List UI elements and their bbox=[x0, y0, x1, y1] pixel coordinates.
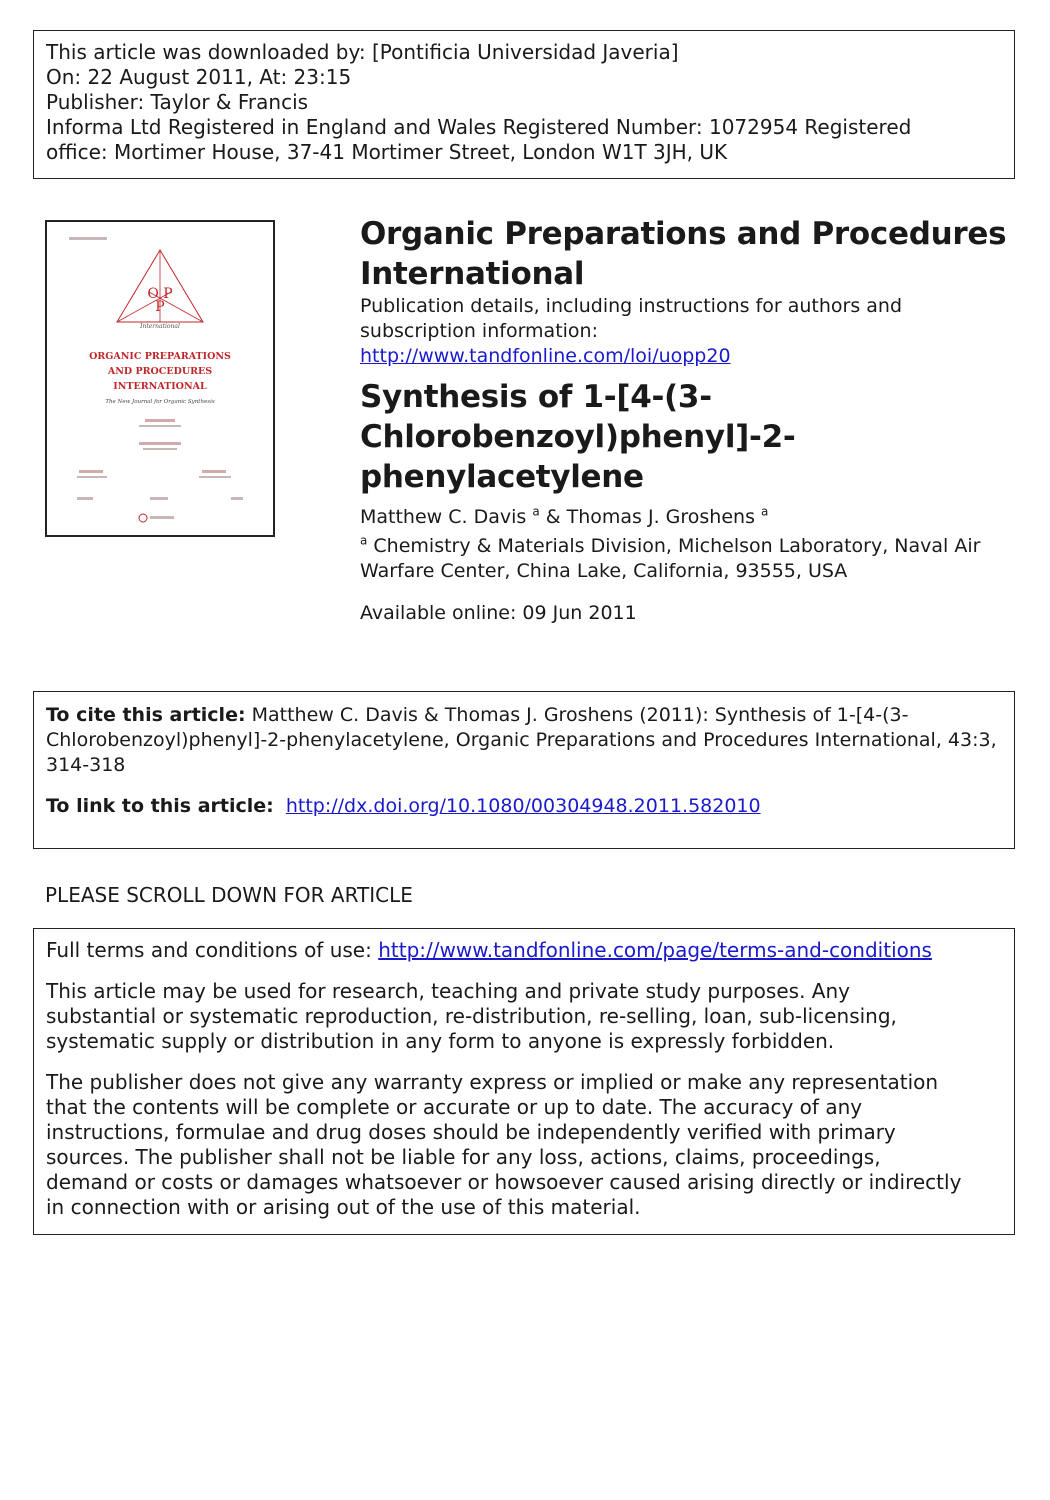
citation-box bbox=[33, 691, 1015, 849]
affiliation-line: Chemistry & Materials Division, Michelson Laboratory, Naval Air bbox=[373, 535, 981, 557]
author-name: Thomas J. Groshens bbox=[566, 506, 755, 528]
author-separator: & bbox=[539, 506, 567, 528]
terms-line: demand or costs or damages whatsoever or howsoever caused arising directly or indirectly bbox=[46, 1170, 962, 1194]
terms-line: This article may be used for research, teaching and private study purposes. Any bbox=[46, 979, 850, 1003]
article-title-line: Chlorobenzoyl)phenyl]-2- bbox=[360, 419, 796, 455]
author-name: Matthew C. Davis bbox=[360, 506, 527, 528]
terms-line: sources. The publisher shall not be liable for any loss, actions, claims, proceedings, bbox=[46, 1145, 881, 1169]
cite-line: Chlorobenzoyl)phenyl]-2-phenylacetylene, Organic Preparations and Procedures International, 43:3, bbox=[46, 729, 997, 751]
link-label: To link to this article: bbox=[46, 795, 274, 817]
journal-cover-image bbox=[45, 220, 275, 537]
terms-box bbox=[33, 928, 1015, 1235]
doi-link[interactable]: http://dx.doi.org/10.1080/00304948.2011.582010 bbox=[285, 795, 761, 817]
affiliation-line: Warfare Center, China Lake, California, 93555, USA bbox=[360, 560, 848, 582]
terms-line: substantial or systematic reproduction, re-distribution, re-selling, loan, sub-licensing, bbox=[46, 1004, 897, 1028]
download-info-line: office: Mortimer House, 37-41 Mortimer Street, London W1T 3JH, UK bbox=[46, 140, 728, 164]
terms-row bbox=[46, 938, 1003, 963]
journal-title bbox=[360, 214, 1020, 294]
terms-paragraph-usage bbox=[46, 979, 1003, 1054]
publication-details-line: Publication details, including instructions for authors and bbox=[360, 295, 903, 317]
download-info-line: Publisher: Taylor & Francis bbox=[46, 90, 309, 114]
affiliation bbox=[360, 534, 1020, 584]
journal-title-line: International bbox=[360, 256, 585, 292]
citation-text bbox=[46, 703, 1003, 728]
cite-line: Matthew C. Davis & Thomas J. Groshens (2011): Synthesis of 1-[4-(3- bbox=[251, 704, 909, 726]
cover-title-line: INTERNATIONAL bbox=[113, 381, 207, 392]
affiliation-marker: a bbox=[761, 504, 769, 519]
authors bbox=[360, 505, 1020, 530]
article-header bbox=[360, 214, 1020, 626]
affiliation-marker: a bbox=[360, 533, 368, 548]
cover-logo-sub: International bbox=[140, 323, 180, 330]
download-info-line: This article was downloaded by: [Pontificia Universidad Javeria] bbox=[46, 40, 679, 64]
publication-details bbox=[360, 294, 1020, 369]
terms-line: that the contents will be complete or accurate or up to date. The accuracy of any bbox=[46, 1095, 863, 1119]
terms-line: The publisher does not give any warranty express or implied or make any representation bbox=[46, 1070, 939, 1094]
download-info-line: On: 22 August 2011, At: 23:15 bbox=[46, 65, 352, 89]
cite-label: To cite this article: bbox=[46, 704, 246, 726]
download-info-line: Informa Ltd Registered in England and Wales Registered Number: 1072954 Registered bbox=[46, 115, 912, 139]
cover-title-line: ORGANIC PREPARATIONS bbox=[89, 351, 231, 362]
article-title-line: Synthesis of 1-[4-(3- bbox=[360, 379, 712, 415]
cover-logo-text: O P bbox=[147, 286, 173, 302]
affiliation-marker: a bbox=[532, 504, 540, 519]
terms-paragraph-disclaimer bbox=[46, 1070, 1003, 1220]
publication-details-line: subscription information: bbox=[360, 320, 598, 342]
terms-line: in connection with or arising out of the use of this material. bbox=[46, 1195, 641, 1219]
article-link-row bbox=[46, 794, 1003, 819]
cite-line: 314-318 bbox=[46, 754, 126, 776]
cover-illustration bbox=[47, 222, 273, 535]
scroll-down-note: PLEASE SCROLL DOWN FOR ARTICLE bbox=[45, 883, 413, 907]
terms-line: instructions, formulae and drug doses should be independently verified with primary bbox=[46, 1120, 896, 1144]
journal-title-line: Organic Preparations and Procedures bbox=[360, 216, 1007, 252]
cover-title-line: AND PROCEDURES bbox=[107, 366, 213, 377]
journal-url-link[interactable]: http://www.tandfonline.com/loi/uopp20 bbox=[360, 345, 731, 367]
article-title bbox=[360, 377, 1020, 497]
cover-tagline: The New Journal for Organic Synthesis bbox=[105, 399, 215, 405]
available-online: Available online: 09 Jun 2011 bbox=[360, 602, 637, 624]
terms-line: systematic supply or distribution in any form to anyone is expressly forbidden. bbox=[46, 1029, 835, 1053]
terms-label: Full terms and conditions of use: bbox=[46, 938, 372, 962]
download-info-box bbox=[33, 30, 1015, 179]
article-title-line: phenylacetylene bbox=[360, 459, 644, 495]
cover-logo-text: P bbox=[155, 299, 165, 315]
terms-link[interactable]: http://www.tandfonline.com/page/terms-and-conditions bbox=[378, 938, 932, 962]
